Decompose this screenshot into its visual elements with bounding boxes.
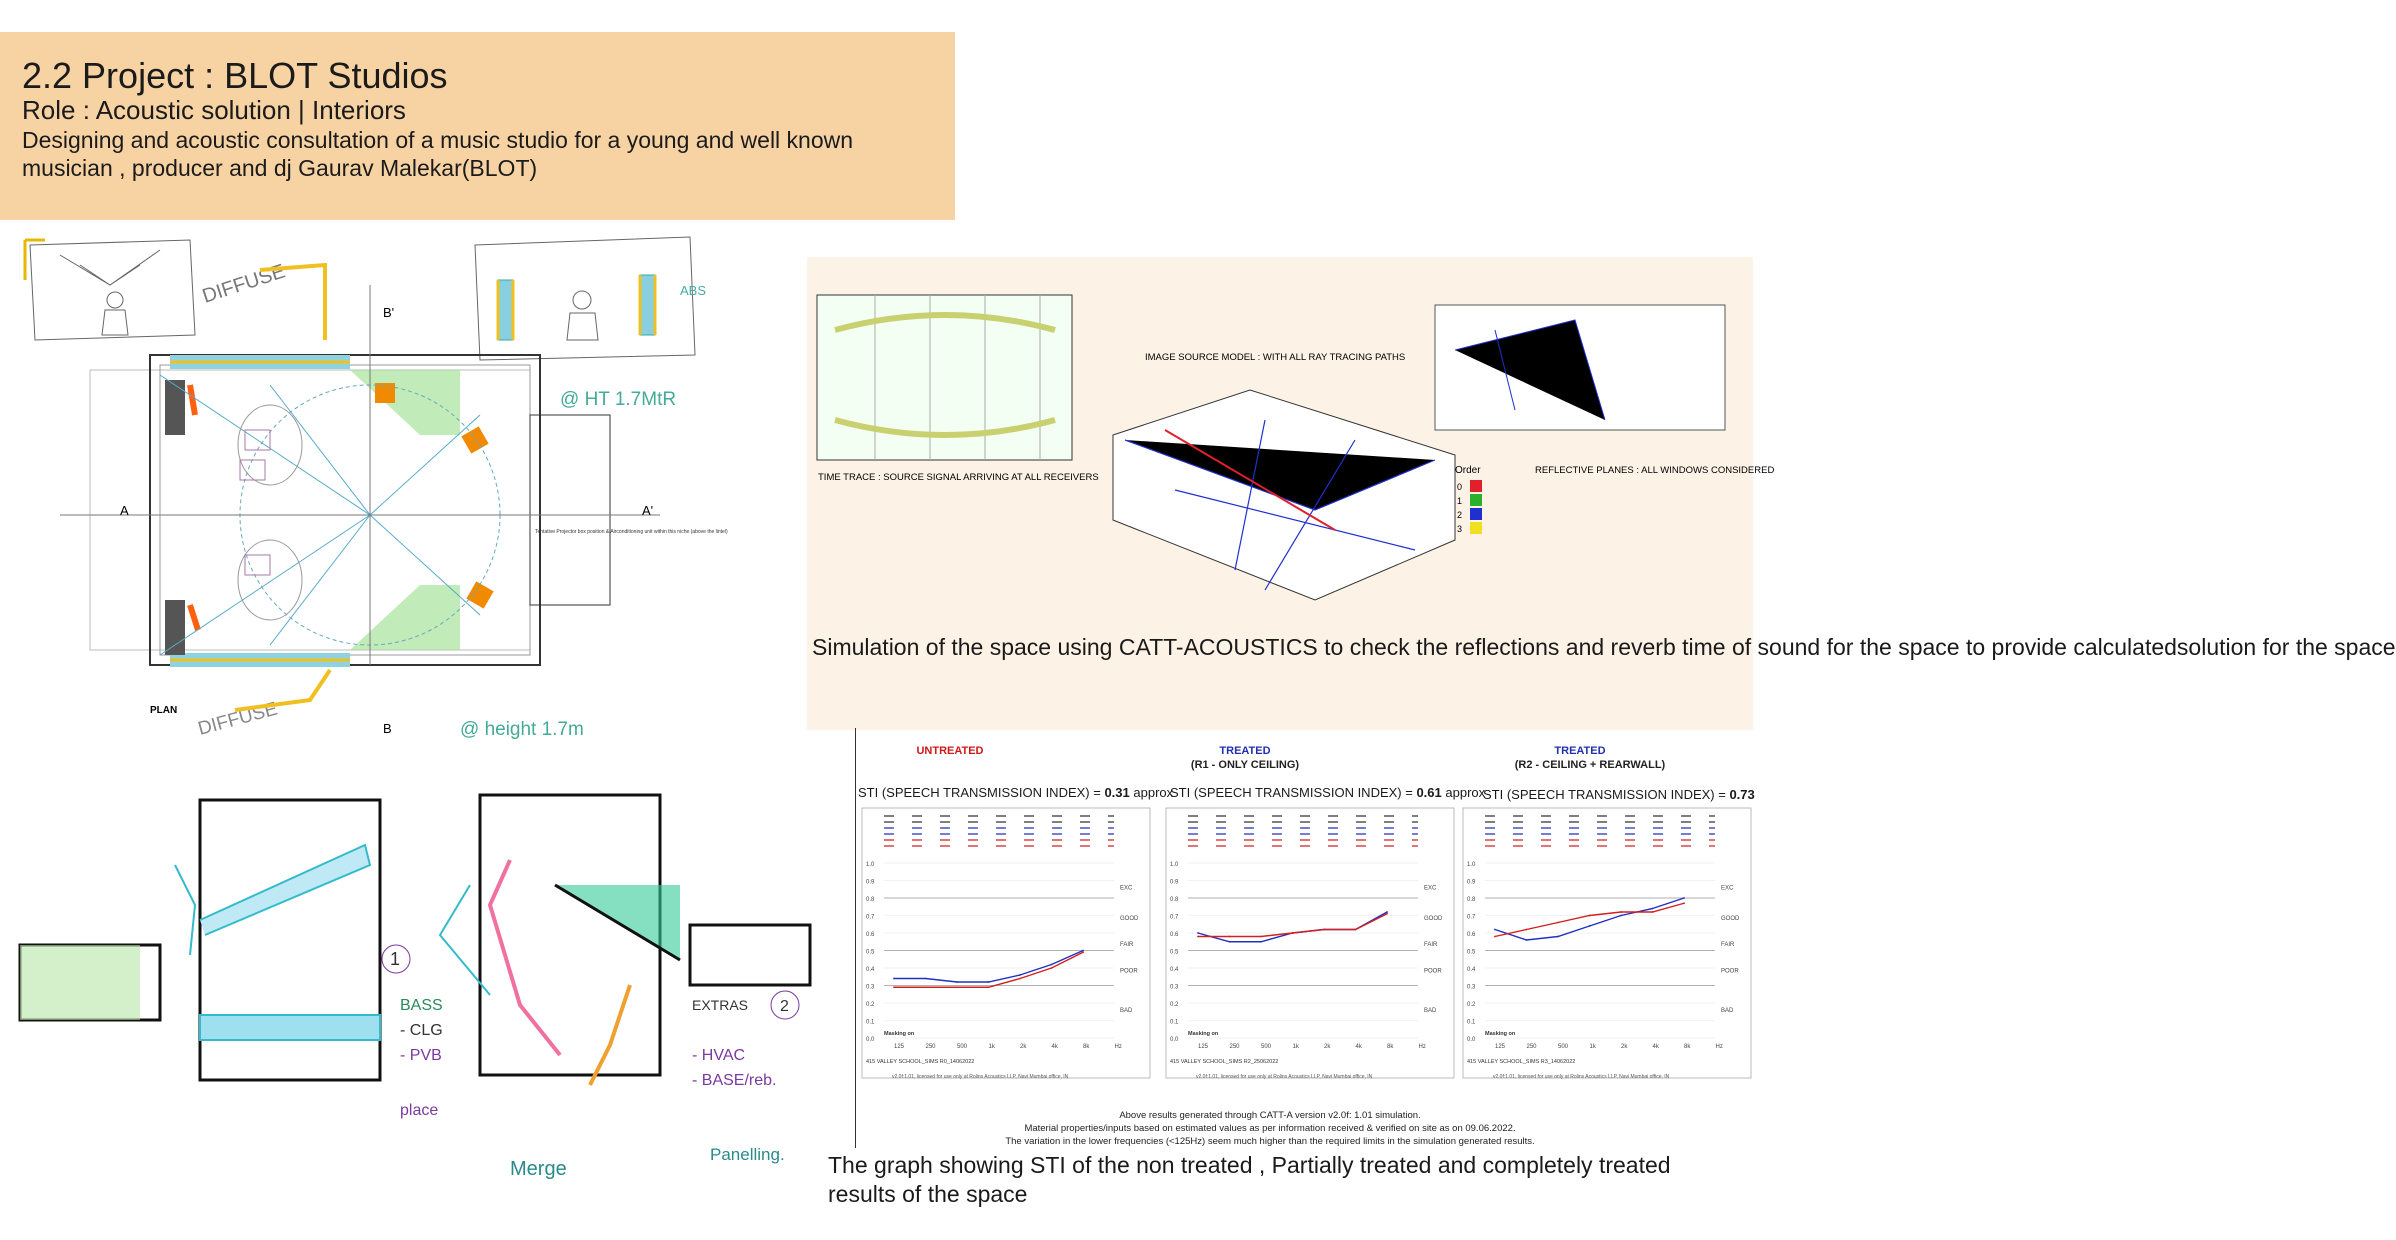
sti-graph-untreated bbox=[862, 808, 1150, 1088]
order-title: Order bbox=[1455, 465, 1481, 476]
y-tick-label: 0.0 bbox=[1467, 1037, 1476, 1043]
graph-frame bbox=[1166, 808, 1454, 1078]
x-tick-label: 4k bbox=[1051, 1044, 1058, 1050]
data-point bbox=[988, 986, 990, 988]
data-point bbox=[1683, 897, 1685, 899]
data-point bbox=[956, 986, 958, 988]
y-tick-label: 0.1 bbox=[866, 1019, 875, 1026]
graph-2-sub: (R1 - ONLY CEILING) bbox=[1190, 759, 1300, 771]
data-point bbox=[1526, 939, 1528, 941]
y-tick-label: 0.4 bbox=[866, 967, 875, 973]
graph-frame bbox=[1463, 808, 1751, 1078]
divider bbox=[855, 728, 856, 1148]
y-tick-label: 1.0 bbox=[1467, 862, 1476, 868]
graph-frame bbox=[862, 808, 1150, 1078]
band-label: BAD bbox=[1424, 1007, 1437, 1014]
sti-graph-r2 bbox=[1463, 808, 1751, 1088]
graph-2-sti-value: 0.61 bbox=[1416, 785, 1442, 800]
footnote-line-1: Above results generated through CATT-A version v2.0f: 1.01 simulation. bbox=[1119, 1110, 1421, 1121]
x-tick-label: 1k bbox=[988, 1044, 995, 1050]
x-tick-label: 500 bbox=[1558, 1044, 1569, 1050]
note-circle-2: 2 bbox=[780, 998, 789, 1015]
graph-3-sti: STI (SPEECH TRANSMISSION INDEX) = 0.73 bbox=[1483, 787, 1755, 802]
data-point bbox=[1019, 978, 1021, 980]
plan-sketch bbox=[20, 225, 728, 755]
x-tick-label: 1k bbox=[1589, 1044, 1596, 1050]
data-point bbox=[1082, 950, 1084, 952]
sti-graph-r1 bbox=[1166, 808, 1454, 1088]
data-point bbox=[1292, 932, 1294, 934]
y-tick-label: 0.2 bbox=[1170, 1002, 1179, 1008]
x-tick-label: 2k bbox=[1324, 1044, 1331, 1050]
x-tick-label: Hz bbox=[1114, 1044, 1122, 1050]
band-label: GOOD bbox=[1120, 915, 1139, 922]
y-tick-label: 0.3 bbox=[1467, 984, 1476, 991]
order-label-1: 1 bbox=[1457, 496, 1463, 506]
x-tick-label: 8k bbox=[1684, 1044, 1691, 1050]
y-tick-label: 0.7 bbox=[1467, 914, 1476, 921]
data-point bbox=[1386, 911, 1388, 913]
note-base-reb: - BASE/reb. bbox=[692, 1072, 777, 1089]
masking-label: Masking on bbox=[1485, 1031, 1516, 1037]
order-label-0: 0 bbox=[1457, 482, 1463, 492]
y-tick-label: 0.0 bbox=[866, 1037, 875, 1043]
data-point bbox=[1260, 936, 1262, 938]
data-point bbox=[1197, 932, 1199, 934]
y-tick-label: 0.4 bbox=[1467, 967, 1476, 973]
order-swatch-3 bbox=[1470, 522, 1482, 534]
handwritten-diffuse-top: DIFFUSE bbox=[199, 260, 288, 308]
handwritten-height: @ height 1.7m bbox=[460, 719, 584, 740]
sti-description: The graph showing STI of the non treated , Partially treated and completely treated results of the space bbox=[828, 1152, 1671, 1207]
data-point bbox=[1620, 911, 1622, 913]
simulation-description: Simulation of the space using CATT-ACOUSTICS to check the reflections and reverb time of sound for the space to provide calculatedsolution for the space bbox=[812, 634, 2396, 660]
projector-note: Tentative Projector box position & Airconditioning unit within this niche (above the lintel) bbox=[535, 529, 728, 535]
order-swatch-1 bbox=[1470, 494, 1482, 506]
data-point bbox=[1557, 936, 1559, 938]
note-place: place bbox=[400, 1102, 439, 1119]
y-tick-label: 0.6 bbox=[1170, 932, 1179, 938]
page-title: 2.2 Project : BLOT Studios bbox=[22, 55, 448, 96]
y-tick-label: 0.3 bbox=[1170, 984, 1179, 991]
x-tick-label: 125 bbox=[1495, 1044, 1506, 1050]
y-tick-label: 0.6 bbox=[866, 932, 875, 938]
y-tick-label: 0.1 bbox=[1467, 1019, 1476, 1026]
data-point bbox=[1589, 915, 1591, 917]
x-tick-label: 2k bbox=[1621, 1044, 1628, 1050]
note-hvac: - HVAC bbox=[692, 1047, 746, 1064]
room-plan bbox=[60, 285, 660, 667]
data-point bbox=[1197, 936, 1199, 938]
note-circle-1: 1 bbox=[390, 949, 401, 969]
graph-3-status: TREATED bbox=[1554, 745, 1606, 757]
order-swatch-0 bbox=[1470, 480, 1482, 492]
band-label: FAIR bbox=[1721, 942, 1735, 949]
caption-reflective: REFLECTIVE PLANES : ALL WINDOWS CONSIDERED bbox=[1535, 465, 1775, 476]
data-point bbox=[1494, 929, 1496, 931]
graph-footer: 415 VALLEY SCHOOL_SIMS R0_14062022 bbox=[866, 1059, 975, 1065]
graph-2-status: TREATED bbox=[1219, 745, 1271, 757]
band-label: BAD bbox=[1721, 1007, 1734, 1014]
masking-label: Masking on bbox=[884, 1031, 915, 1037]
data-point bbox=[1557, 922, 1559, 924]
graph-2-sti: STI (SPEECH TRANSMISSION INDEX) = 0.61 approx bbox=[1170, 785, 1486, 800]
order-label-2: 2 bbox=[1457, 510, 1463, 520]
data-point bbox=[1260, 941, 1262, 943]
x-tick-label: 1k bbox=[1292, 1044, 1299, 1050]
y-tick-label: 0.9 bbox=[1467, 879, 1476, 886]
band-label: POOR bbox=[1424, 968, 1442, 975]
band-label: POOR bbox=[1721, 968, 1739, 975]
data-point bbox=[1683, 902, 1685, 904]
data-point bbox=[1082, 951, 1084, 953]
y-tick-label: 0.3 bbox=[866, 984, 875, 991]
y-tick-label: 0.9 bbox=[1170, 879, 1179, 886]
x-tick-label: Hz bbox=[1418, 1044, 1426, 1050]
band-label: EXC bbox=[1721, 885, 1734, 892]
data-point bbox=[1589, 925, 1591, 927]
section-label-a-prime: A' bbox=[642, 503, 654, 518]
x-tick-label: 500 bbox=[957, 1044, 968, 1050]
section-label-a: A bbox=[120, 503, 129, 518]
data-point bbox=[1620, 915, 1622, 917]
note-merge: Merge bbox=[510, 1158, 567, 1180]
y-tick-label: 0.2 bbox=[1467, 1002, 1476, 1008]
x-tick-label: 4k bbox=[1652, 1044, 1659, 1050]
graph-1-sti-value: 0.31 bbox=[1104, 785, 1130, 800]
data-point bbox=[1494, 936, 1496, 938]
caption-time-trace: TIME TRACE : SOURCE SIGNAL ARRIVING AT ALL RECEIVERS bbox=[818, 472, 1099, 483]
masking-label: Masking on bbox=[1188, 1031, 1219, 1037]
footnote-line-3: The variation in the lower frequencies (<125Hz) seem much higher than the required limits in the simulation generated results. bbox=[1005, 1136, 1535, 1147]
band-label: FAIR bbox=[1120, 942, 1134, 949]
x-tick-label: 8k bbox=[1387, 1044, 1394, 1050]
y-tick-label: 0.4 bbox=[1170, 967, 1179, 973]
band-label: EXC bbox=[1120, 885, 1133, 892]
x-tick-label: Hz bbox=[1715, 1044, 1723, 1050]
data-point bbox=[925, 986, 927, 988]
caption-image-source: IMAGE SOURCE MODEL : WITH ALL RAY TRACING PATHS bbox=[1145, 352, 1406, 363]
x-tick-label: 500 bbox=[1261, 1044, 1272, 1050]
data-point bbox=[956, 981, 958, 983]
handwritten-abs: ABS bbox=[680, 283, 707, 298]
data-point bbox=[893, 986, 895, 988]
y-tick-label: 0.8 bbox=[1467, 897, 1476, 903]
data-point bbox=[1323, 929, 1325, 931]
project-description: Designing and acoustic consultation of a music studio for a young and well known musician , producer and dj Gaurav Malekar(BLOT) bbox=[22, 127, 854, 181]
x-tick-label: 2k bbox=[1020, 1044, 1027, 1050]
data-point bbox=[1386, 913, 1388, 915]
x-tick-label: 8k bbox=[1083, 1044, 1090, 1050]
note-bass: BASS bbox=[400, 997, 443, 1014]
data-point bbox=[1229, 941, 1231, 943]
plan-label: PLAN bbox=[150, 705, 178, 716]
band-label: GOOD bbox=[1721, 915, 1740, 922]
y-tick-label: 0.0 bbox=[1170, 1037, 1179, 1043]
data-point bbox=[1652, 911, 1654, 913]
license-text: v2.0f:1.01, licensed for use only at Rolins Acoustics LLP, Navi Mumbai office, IN bbox=[1196, 1074, 1373, 1080]
elevation-sketch-right bbox=[475, 237, 695, 360]
elevation-sketch-left bbox=[25, 240, 195, 340]
band-label: POOR bbox=[1120, 968, 1138, 975]
y-tick-label: 1.0 bbox=[1170, 862, 1179, 868]
graph-footer: 415 VALLEY SCHOOL_SIMS R3_14062022 bbox=[1467, 1059, 1576, 1065]
y-tick-label: 0.7 bbox=[866, 914, 875, 921]
graph-3-sub: (R2 - CEILING + REARWALL) bbox=[1514, 759, 1666, 771]
note-clg: - CLG bbox=[400, 1022, 443, 1039]
data-point bbox=[1051, 964, 1053, 966]
y-tick-label: 0.6 bbox=[1467, 932, 1476, 938]
y-tick-label: 1.0 bbox=[866, 862, 875, 868]
footnote bbox=[905, 1109, 1635, 1148]
y-tick-label: 0.2 bbox=[866, 1002, 875, 1008]
note-panelling: Panelling. bbox=[710, 1145, 785, 1164]
graph-1-sti: STI (SPEECH TRANSMISSION INDEX) = 0.31 approx bbox=[858, 785, 1174, 800]
graph-footer: 415 VALLEY SCHOOL_SIMS R2_25062022 bbox=[1170, 1059, 1279, 1065]
band-label: GOOD bbox=[1424, 915, 1443, 922]
data-point bbox=[1019, 974, 1021, 976]
band-label: BAD bbox=[1120, 1007, 1133, 1014]
data-point bbox=[1526, 929, 1528, 931]
x-tick-label: 250 bbox=[1229, 1044, 1240, 1050]
simulation-renders bbox=[815, 290, 1775, 610]
y-tick-label: 0.8 bbox=[866, 897, 875, 903]
x-tick-label: 250 bbox=[1526, 1044, 1537, 1050]
order-label-3: 3 bbox=[1457, 524, 1463, 534]
section-label-b: B bbox=[383, 721, 392, 736]
y-tick-label: 0.5 bbox=[1467, 949, 1476, 956]
footnote-line-2: Material properties/inputs based on estimated values as per information received & verified on site as on 09.06.2022. bbox=[1024, 1123, 1516, 1134]
handwritten-diffuse-bottom: DIFFUSE bbox=[195, 698, 280, 740]
data-point bbox=[1051, 967, 1053, 969]
role-line: Role : Acoustic solution | Interiors bbox=[22, 95, 406, 125]
x-tick-label: 125 bbox=[1198, 1044, 1209, 1050]
y-tick-label: 0.1 bbox=[1170, 1019, 1179, 1026]
y-tick-label: 0.7 bbox=[1170, 914, 1179, 921]
y-tick-label: 0.8 bbox=[1170, 897, 1179, 903]
data-point bbox=[893, 978, 895, 980]
x-tick-label: 125 bbox=[894, 1044, 905, 1050]
data-point bbox=[1355, 929, 1357, 931]
note-extras: EXTRAS bbox=[692, 997, 749, 1013]
data-point bbox=[988, 981, 990, 983]
graph-1-status: UNTREATED bbox=[916, 745, 984, 757]
section-sketch bbox=[20, 785, 820, 1195]
y-tick-label: 0.9 bbox=[866, 879, 875, 886]
section-label-b-prime: B' bbox=[383, 305, 395, 320]
license-text: v2.0f:1.01, licensed for use only at Rolins Acoustics LLP, Navi Mumbai office, IN bbox=[892, 1074, 1069, 1080]
graph-3-sti-value: 0.73 bbox=[1729, 787, 1755, 802]
handwritten-ht: @ HT 1.7MtR bbox=[560, 389, 677, 410]
x-tick-label: 4k bbox=[1355, 1044, 1362, 1050]
order-swatch-2 bbox=[1470, 508, 1482, 520]
note-pvb: - PVB bbox=[400, 1047, 442, 1064]
y-tick-label: 0.5 bbox=[866, 949, 875, 956]
data-point bbox=[925, 978, 927, 980]
data-point bbox=[1652, 908, 1654, 910]
license-text: v2.0f:1.01, licensed for use only at Rolins Acoustics LLP, Navi Mumbai office, IN bbox=[1493, 1074, 1670, 1080]
data-point bbox=[1229, 936, 1231, 938]
band-label: EXC bbox=[1424, 885, 1437, 892]
x-tick-label: 250 bbox=[925, 1044, 936, 1050]
order-legend bbox=[1457, 480, 1482, 534]
band-label: FAIR bbox=[1424, 942, 1438, 949]
y-tick-label: 0.5 bbox=[1170, 949, 1179, 956]
